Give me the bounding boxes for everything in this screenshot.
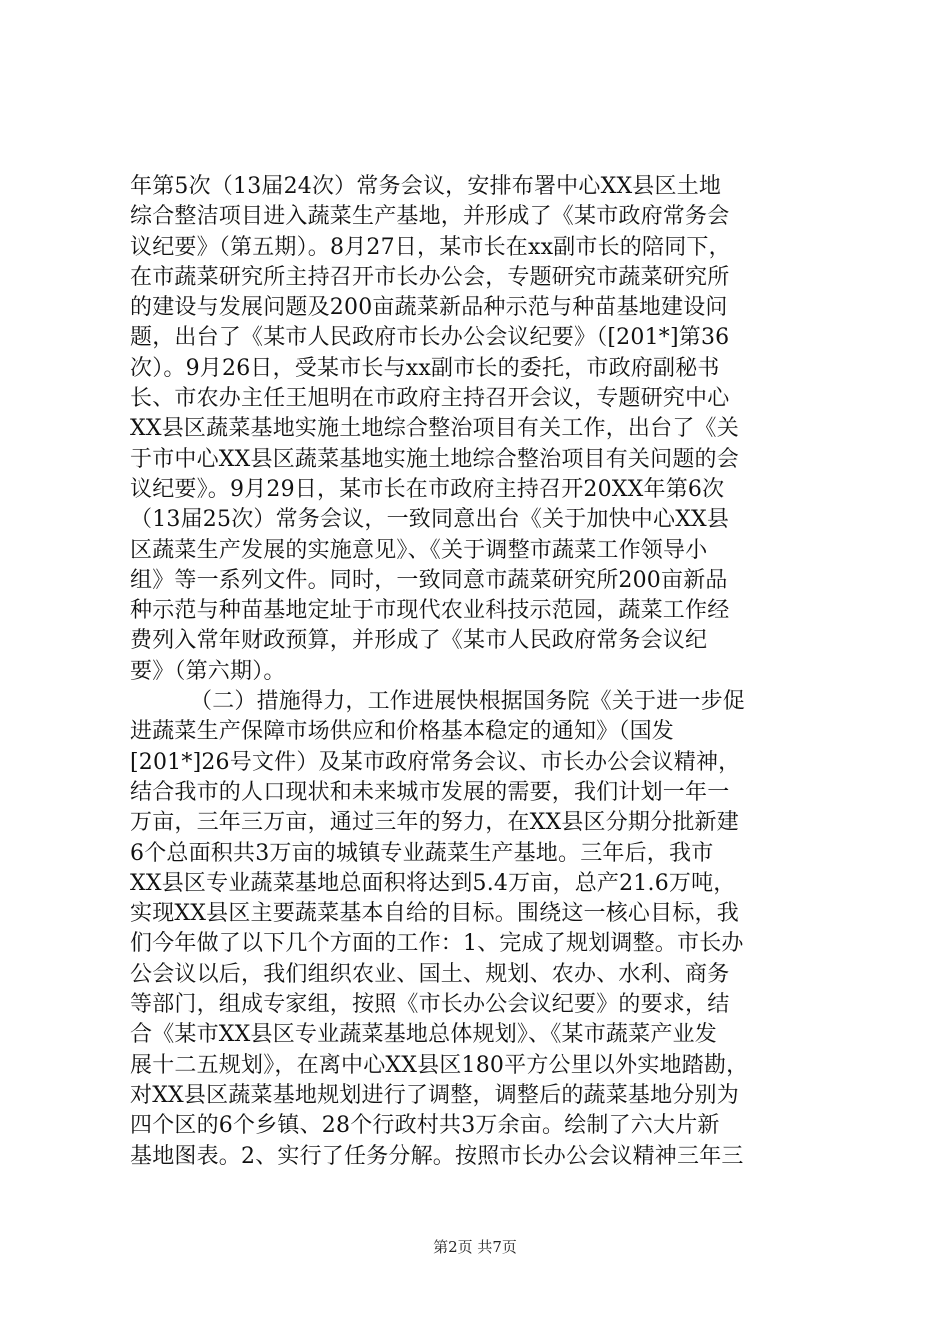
text-line: 议纪要》（第五期）。8月27日，某市长在xx副市长的陪同下， (130, 234, 731, 260)
text-line: [201*]26号文件）及某市政府常务会议、市长办公会议精神， (130, 749, 741, 775)
text-line: 合《某市XX县区专业蔬菜基地总体规划》、《某市蔬菜产业发 (130, 1022, 717, 1048)
text-line: 综合整洁项目进入蔬菜生产基地，并形成了《某市政府常务会 (130, 204, 730, 230)
text-line: 基地图表。2、实行了任务分解。按照市长办公会议精神三年三 (130, 1143, 744, 1169)
text-line: 于市中心XX县区蔬菜基地实施土地综合整治项目有关问题的会 (130, 446, 739, 472)
text-line: 题，出台了《某市人民政府市长办公会议纪要》（[201*]第36 (130, 325, 730, 351)
text-line: 万亩，三年三万亩，通过三年的努力，在XX县区分期分批新建 (130, 810, 739, 836)
text-line: 6个总面积共3万亩的城镇专业蔬菜生产基地。三年后，我市 (130, 840, 714, 866)
text-line: 四个区的6个乡镇、28个行政村共3万余亩。绘制了六大片新 (130, 1113, 720, 1139)
text-line: 年第5次（13届24次）常务会议，安排布署中心XX县区土地 (130, 174, 722, 199)
text-line: 结合我市的人口现状和未来城市发展的需要，我们计划一年一 (130, 779, 730, 805)
text-line: 对XX县区蔬菜基地规划进行了调整，调整后的蔬菜基地分别为 (130, 1082, 739, 1108)
text-line: 种示范与种苗基地定址于市现代农业科技示范园，蔬菜工作经 (130, 598, 730, 624)
text-line: 在市蔬菜研究所主持召开市长办公会，专题研究市蔬菜研究所 (130, 264, 730, 290)
text-line: 等部门，组成专家组，按照《市长办公会议纪要》的要求，结 (130, 992, 730, 1018)
text-line: （13届25次）常务会议，一致同意出台《关于加快中心XX县 (130, 507, 730, 533)
text-line: 的建设与发展问题及200亩蔬菜新品种示范与种苗基地建设问 (130, 295, 728, 321)
text-line: XX县区蔬菜基地实施土地综合整治项目有关工作，出台了《关 (130, 416, 739, 442)
paragraph-start-line: （二）措施得力，工作进展快根据国务院《关于进一步促 (190, 689, 746, 715)
text-line: 要》（第六期）。 (130, 658, 286, 684)
text-line: 公会议以后，我们组织农业、国土、规划、农办、水利、商务 (130, 961, 730, 987)
text-line: 次）。9月26日，受某市长与xx副市长的委托，市政府副秘书 (130, 355, 720, 381)
text-line: 组》等一系列文件。同时，一致同意市蔬菜研究所200亩新品 (130, 567, 728, 593)
text-line: 费列入常年财政预算，并形成了《某市人民政府常务会议纪 (130, 628, 708, 654)
text-line: 们今年做了以下几个方面的工作：1、完成了规划调整。市长办 (130, 931, 744, 957)
text-line: 进蔬菜生产保障市场供应和价格基本稳定的通知》（国发 (130, 719, 675, 745)
text-line: 展十二五规划》，在离中心XX县区180平方公里以外实地踏勘， (130, 1052, 749, 1078)
text-line: 实现XX县区主要蔬菜基本自给的目标。围绕这一核心目标，我 (130, 901, 739, 927)
document-body (130, 172, 830, 1172)
text-line: 议纪要》。9月29日，某市长在市政府主持召开20XX年第6次 (130, 476, 725, 502)
text-line: 区蔬菜生产发展的实施意见》、《关于调整市蔬菜工作领导小 (130, 537, 708, 563)
page-number-footer: 第2页 共7页 (433, 1238, 517, 1256)
text-line: 长、市农办主任王旭明在市政府主持召开会议，专题研究中心 (130, 386, 730, 412)
text-line: XX县区专业蔬菜基地总面积将达到5.4万亩，总产21.6万吨， (130, 870, 736, 896)
